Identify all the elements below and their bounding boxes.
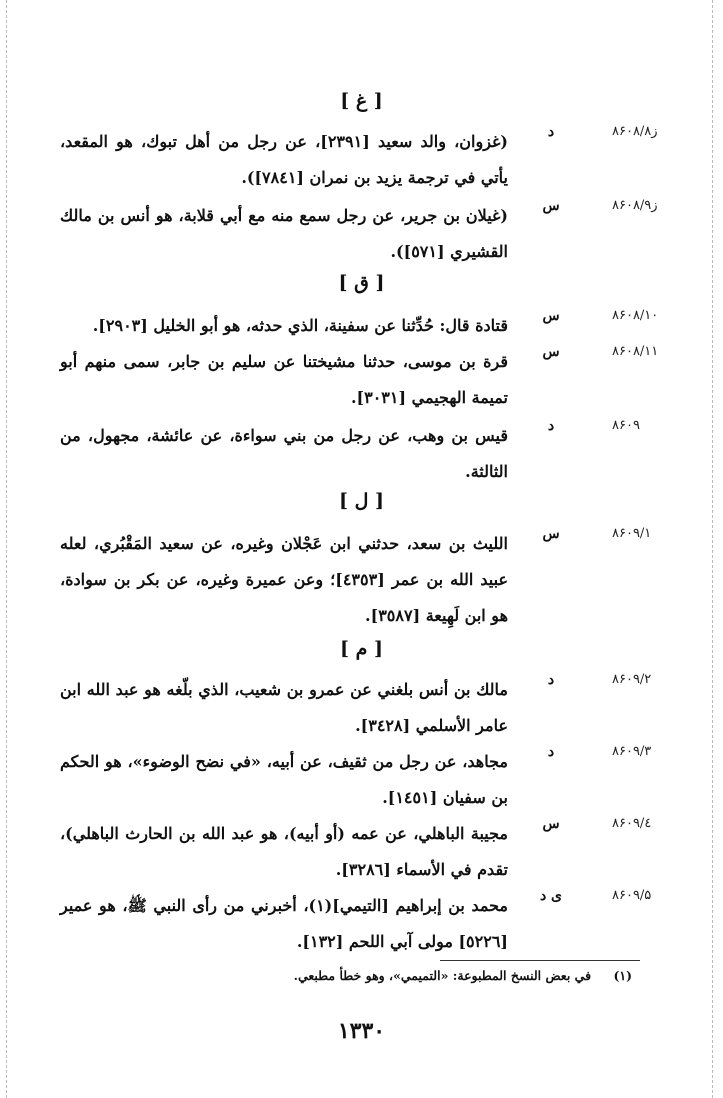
left-margin-guide	[6, 0, 7, 1098]
entry-text: مجاهد، عن رجل من ثقيف، عن أبيه، «في نضح الوضوء»، هو الحكم بن سفيان [١٤٥١].	[60, 752, 508, 807]
entry-symbol: س	[542, 526, 560, 542]
section-heading-mim: [ م ]	[340, 638, 383, 660]
entry-code: ۸۶۰۹/۲	[612, 672, 652, 687]
entry-text: قيس بن وهب، عن رجل من بني سواءة، عن عائشة، مجهول، من الثالثة.	[60, 426, 509, 481]
entry-symbol: س	[542, 344, 560, 360]
entry-symbol: ى د	[539, 888, 563, 904]
section-heading-ghain: [ غ ]	[340, 90, 383, 112]
entry-text: (غزوان، والد سعيد [٢٣٩١]، عن رجل من أهل تبوك، هو المقعد، يأتي في ترجمة يزيد بن نمران [٧٨٤١]).	[60, 132, 508, 187]
footnote	[72, 968, 632, 983]
entry-symbol: د	[547, 124, 555, 140]
entry-code: ز۸۶۰۸/۸	[612, 124, 658, 139]
entry-code: ۸۶۰۹/۵	[612, 888, 652, 903]
page-number: ١٣٣٠	[337, 1018, 386, 1044]
entry-symbol: د	[547, 418, 555, 434]
right-margin-guide	[712, 0, 713, 1098]
entry-text: (غيلان بن جرير، عن رجل سمع منه مع أبي قلابة، هو أنس بن مالك القشيري [٥٧١]).	[60, 206, 508, 261]
entry-text: محمد بن إبراهيم [التيمي](١)، أخبرني من رأى النبي ﷺ، هو عمير [٥٢٢٦] مولى آبي اللحم [١٣٢].	[60, 896, 508, 951]
footnote-text: في بعض النسخ المطبوعة: «التميمي»، وهو خطأ مطبعي.	[293, 968, 592, 983]
entry-code: ۸۶۰۹/۳	[612, 744, 652, 759]
footnote-separator	[440, 960, 640, 961]
entry-symbol: س	[542, 308, 560, 324]
entry-code: ۸۶۰۹	[612, 418, 640, 433]
entry-symbol: س	[542, 816, 560, 832]
entry-code: ز۸۶۰۸/۹	[612, 198, 658, 213]
entry-code: ۸۶۰۸/۱۱	[612, 344, 659, 359]
entry-code: ۸۶۰۸/۱۰	[612, 308, 659, 323]
entry-code: ۸۶۰۹/۱	[612, 526, 652, 541]
entry-code: ۸۶۰۹/٤	[612, 816, 652, 831]
footnote-number: (١)	[613, 968, 632, 983]
entry-symbol: س	[542, 198, 560, 214]
entry-text: الليث بن سعد، حدثني ابن عَجْلان وغيره، عن سعيد المَقْبُري، لعله عبيد الله بن عمر [٤٣٥٣]؛ وعن عميرة وغيره، عن بكر بن سوادة، هو ابن لَهِيعة [٣٥٨٧].	[60, 534, 509, 625]
entry-text: قتادة قال: حُدِّثنا عن سفينة، الذي حدثه، هو أبو الخليل [٢٩٠٣].	[92, 316, 508, 335]
entry-symbol: د	[547, 672, 555, 688]
section-heading-lam: [ ل ]	[338, 490, 385, 512]
section-heading-qaf: [ ق ]	[338, 272, 385, 294]
entry-symbol: د	[547, 744, 555, 760]
entry-text: مجيبة الباهلي، عن عمه (أو أبيه)، هو عبد الله بن الحارث الباهلي)، تقدم في الأسماء [٣٢٨٦].	[60, 824, 508, 879]
entry-text: مالك بن أنس بلغني عن عمرو بن شعيب، الذي بلّغه هو عبد الله ابن عامر الأسلمي [٣٤٢٨].	[60, 680, 508, 735]
entry-text: قرة بن موسى، حدثنا مشيختنا عن سليم بن جابر، سمى منهم أبو تميمة الهجيمي [٣٠٣١].	[60, 352, 509, 407]
